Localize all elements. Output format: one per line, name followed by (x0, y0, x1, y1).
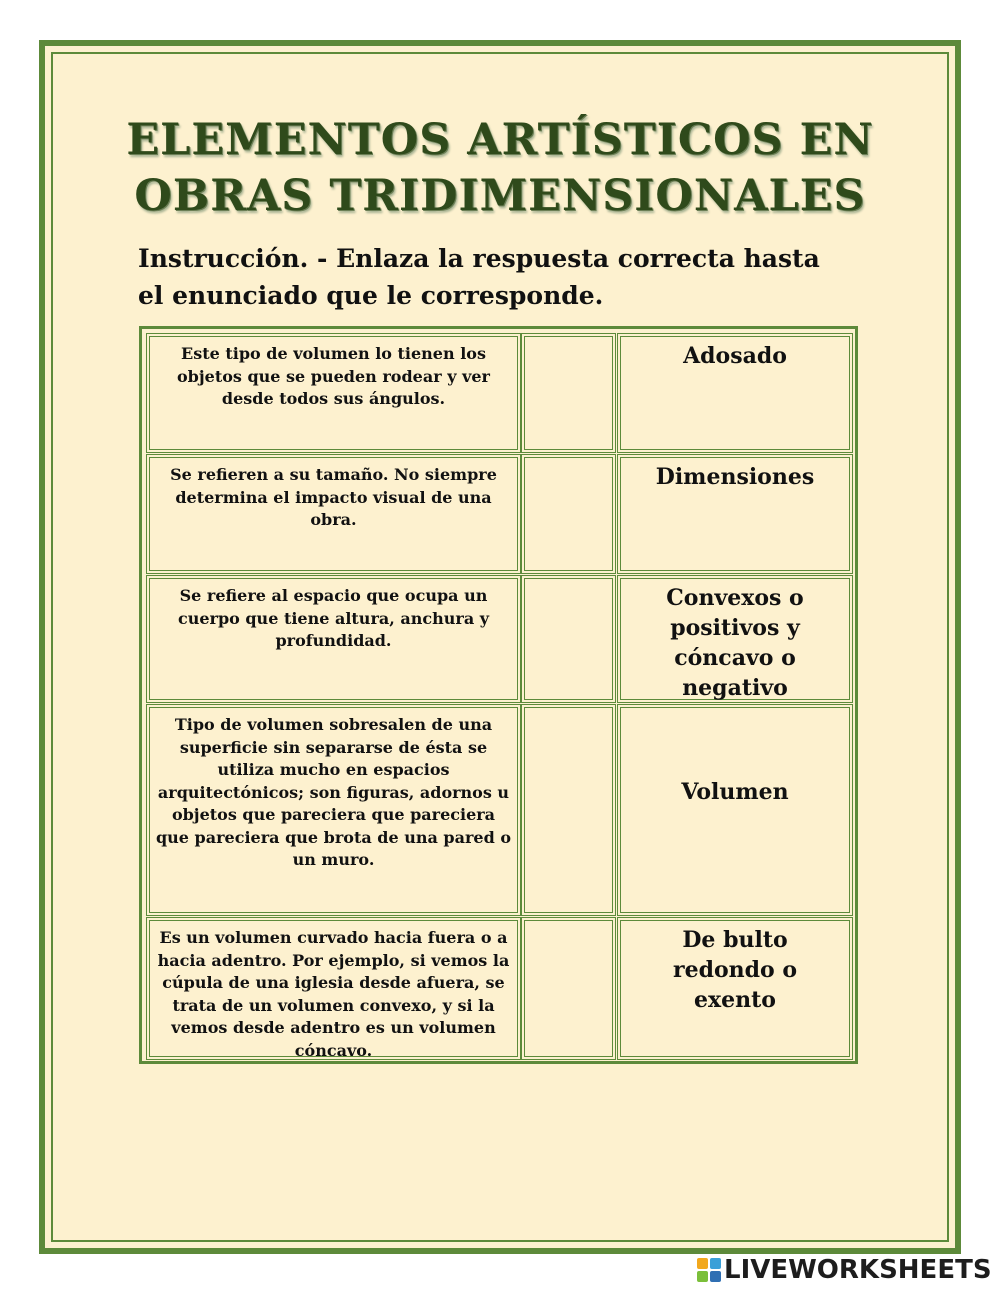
instruction-text (138, 240, 868, 314)
liveworksheets-logo-icon (697, 1258, 721, 1282)
answer-option[interactable]: Convexos o positivos y cóncavo o negativo (617, 575, 853, 703)
statement-cell: Tipo de volumen sobresalen de una superficie sin separarse de ésta se utiliza mucho en espacios arquitectónicos; son figuras, adornos u objetos que pareciera que pareciera que pareciera que brota de una pared o un muro. (146, 704, 521, 916)
title-line-1: ELEMENTOS ARTÍSTICOS EN (126, 115, 874, 165)
statement-cell: Se refiere al espacio que ocupa un cuerpo que tiene altura, anchura y profundidad. (146, 575, 521, 703)
answer-drop-box[interactable] (521, 575, 616, 703)
answer-option[interactable]: Dimensiones (617, 454, 853, 574)
answer-option[interactable]: Adosado (617, 333, 853, 453)
page-title (0, 112, 1000, 224)
statement-cell: Se refieren a su tamaño. No siempre determina el impacto visual de una obra. (146, 454, 521, 574)
liveworksheets-logo[interactable] (697, 1256, 992, 1284)
statement-cell: Es un volumen curvado hacia fuera o a hacia adentro. Por ejemplo, si vemos la cúpula de una iglesia desde afuera, se trata de un volumen convexo, y si la vemos desde adentro es un volumen cóncavo. (146, 917, 521, 1060)
answer-option-label: Volumen (681, 779, 789, 805)
title-line-2: OBRAS TRIDIMENSIONALES (134, 171, 866, 221)
answer-drop-box[interactable] (521, 333, 616, 453)
answer-option[interactable] (617, 704, 853, 916)
answer-option[interactable]: De bulto redondo o exento (617, 917, 853, 1060)
instruction-line-2: el enunciado que le corresponde. (138, 281, 604, 310)
answer-drop-box[interactable] (521, 454, 616, 574)
statement-cell: Este tipo de volumen lo tienen los objetos que se pueden rodear y ver desde todos sus ángulos. (146, 333, 521, 453)
liveworksheets-brand-text: LIVEWORKSHEETS (724, 1255, 992, 1285)
instruction-line-1: Instrucción. - Enlaza la respuesta correcta hasta (138, 244, 820, 273)
answer-drop-box[interactable] (521, 704, 616, 916)
answer-drop-box[interactable] (521, 917, 616, 1060)
matching-table (139, 326, 858, 1064)
